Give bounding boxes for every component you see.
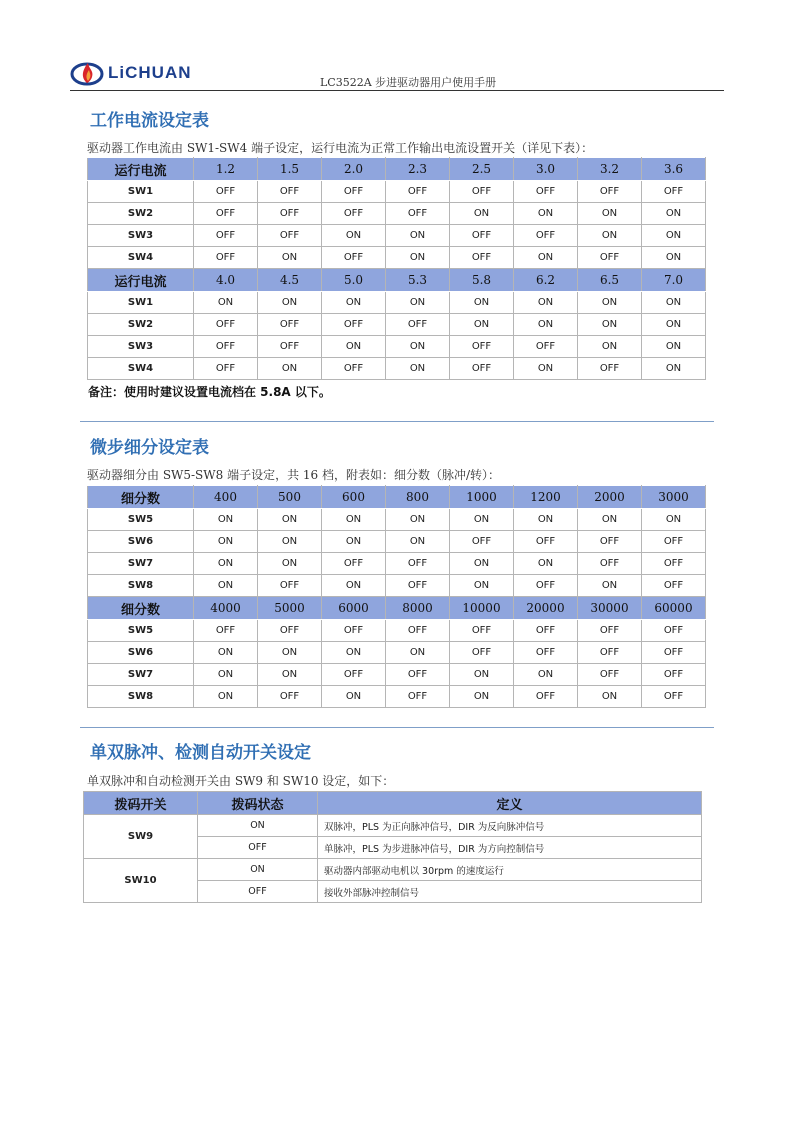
switch-state-cell: OFF — [386, 203, 450, 225]
switch-state-cell: ON — [258, 642, 322, 664]
switch-state-cell: OFF — [642, 181, 706, 203]
switch-state-cell: ON — [450, 292, 514, 314]
switch-name: SW2 — [88, 203, 194, 225]
switch-state-cell: ON — [386, 358, 450, 380]
column-value: 1.5 — [258, 158, 322, 181]
switch-state-cell: ON — [386, 336, 450, 358]
switch-state-cell: OFF — [386, 664, 450, 686]
column-value: 8000 — [386, 597, 450, 620]
row-label: 运行电流 — [88, 269, 194, 292]
table-row — [84, 815, 702, 837]
switch-state-cell: ON — [450, 314, 514, 336]
column-value: 60000 — [642, 597, 706, 620]
switch-name: SW4 — [88, 358, 194, 380]
header-definition: 定义 — [318, 792, 702, 815]
switch-definition: 单脉冲，PLS 为步进脉冲信号，DIR 为方向控制信号 — [318, 837, 702, 859]
switch-state-cell: ON — [258, 553, 322, 575]
switch-state: OFF — [198, 837, 318, 859]
switch-definition: 驱动器内部驱动电机以 30rpm 的速度运行 — [318, 859, 702, 881]
switch-name: SW6 — [88, 642, 194, 664]
switch-state-cell: OFF — [386, 314, 450, 336]
switch-state-cell: OFF — [450, 181, 514, 203]
switch-state-cell: OFF — [386, 575, 450, 597]
switch-state-cell: OFF — [322, 664, 386, 686]
switch-state-cell: ON — [642, 292, 706, 314]
column-value: 6.5 — [578, 269, 642, 292]
switch-state-cell: OFF — [258, 686, 322, 708]
switch-state-cell: ON — [642, 203, 706, 225]
switch-name: SW5 — [88, 620, 194, 642]
switch-state-cell: OFF — [194, 336, 258, 358]
column-value: 30000 — [578, 597, 642, 620]
switch-state-cell: OFF — [258, 181, 322, 203]
switch-state-cell: OFF — [642, 620, 706, 642]
switch-state-cell: ON — [194, 509, 258, 531]
current-section-title: 工作电流设定表 — [90, 111, 209, 131]
column-value: 1.2 — [194, 158, 258, 181]
switch-state-cell: OFF — [578, 358, 642, 380]
column-value: 4000 — [194, 597, 258, 620]
switch-state-cell: OFF — [322, 247, 386, 269]
microstep-setting-table — [87, 485, 706, 708]
switch-state-cell: ON — [322, 686, 386, 708]
switch-name: SW1 — [88, 292, 194, 314]
switch-state-cell: ON — [322, 642, 386, 664]
column-value: 3000 — [642, 486, 706, 509]
switch-state-cell: ON — [386, 531, 450, 553]
switch-state-cell: OFF — [578, 531, 642, 553]
switch-state-cell: ON — [578, 509, 642, 531]
switch-state-cell: ON — [514, 247, 578, 269]
switch-state-cell: ON — [386, 247, 450, 269]
switch-state-cell: OFF — [450, 531, 514, 553]
microstep-section-title: 微步细分设定表 — [90, 438, 209, 458]
switch-name: SW5 — [88, 509, 194, 531]
column-value: 2000 — [578, 486, 642, 509]
switch-state: OFF — [198, 881, 318, 903]
switch-state-cell: OFF — [194, 314, 258, 336]
table-row — [88, 620, 706, 642]
switch-state-cell: ON — [514, 553, 578, 575]
table-header-row — [88, 269, 706, 292]
switch-state-cell: OFF — [642, 531, 706, 553]
switch-state-cell: OFF — [450, 642, 514, 664]
switch-state-cell: OFF — [514, 531, 578, 553]
column-value: 1000 — [450, 486, 514, 509]
switch-state-cell: ON — [322, 336, 386, 358]
switch-name: SW8 — [88, 686, 194, 708]
table-header-row — [88, 158, 706, 181]
column-value: 5000 — [258, 597, 322, 620]
switch-state-cell: OFF — [514, 686, 578, 708]
switch-state-cell: ON — [578, 336, 642, 358]
switch-state-cell: ON — [514, 509, 578, 531]
switch-name: SW8 — [88, 575, 194, 597]
switch-state-cell: OFF — [322, 553, 386, 575]
row-label: 细分数 — [88, 597, 194, 620]
switch-state-cell: OFF — [258, 575, 322, 597]
switch-state-cell: ON — [450, 686, 514, 708]
column-value: 10000 — [450, 597, 514, 620]
column-value: 6.2 — [514, 269, 578, 292]
switch-state: ON — [198, 859, 318, 881]
pulse-section-intro: 单双脉冲和自动检测开关由 SW9 和 SW10 设定，如下： — [87, 774, 395, 788]
column-value: 500 — [258, 486, 322, 509]
table-row — [88, 509, 706, 531]
switch-name: SW4 — [88, 247, 194, 269]
header-dip-state: 拨码状态 — [198, 792, 318, 815]
switch-name: SW2 — [88, 314, 194, 336]
switch-state-cell: OFF — [194, 203, 258, 225]
switch-state-cell: OFF — [322, 620, 386, 642]
column-value: 2.5 — [450, 158, 514, 181]
switch-state-cell: OFF — [450, 336, 514, 358]
switch-state-cell: OFF — [386, 620, 450, 642]
header-dip-switch: 拨码开关 — [84, 792, 198, 815]
switch-state-cell: ON — [642, 336, 706, 358]
switch-state-cell: ON — [322, 225, 386, 247]
table-row — [88, 553, 706, 575]
switch-state-cell: ON — [450, 203, 514, 225]
switch-state-cell: ON — [514, 203, 578, 225]
switch-definition: 双脉冲，PLS 为正向脉冲信号，DIR 为反向脉冲信号 — [318, 815, 702, 837]
switch-name: SW3 — [88, 225, 194, 247]
switch-state-cell: ON — [578, 203, 642, 225]
switch-definition: 接收外部脉冲控制信号 — [318, 881, 702, 903]
switch-state-cell: OFF — [578, 247, 642, 269]
switch-state-cell: OFF — [322, 358, 386, 380]
lichuan-logo-icon — [70, 59, 106, 87]
switch-state-cell: OFF — [578, 642, 642, 664]
switch-name: SW1 — [88, 181, 194, 203]
switch-state-cell: OFF — [514, 225, 578, 247]
switch-state-cell: OFF — [642, 553, 706, 575]
column-value: 3.0 — [514, 158, 578, 181]
switch-name: SW3 — [88, 336, 194, 358]
switch-state-cell: ON — [386, 642, 450, 664]
table-header-row — [88, 486, 706, 509]
brand-logo — [70, 58, 192, 88]
table-row — [88, 686, 706, 708]
switch-state-cell: ON — [514, 664, 578, 686]
switch-state-cell: ON — [578, 686, 642, 708]
column-value: 7.0 — [642, 269, 706, 292]
table-row — [88, 358, 706, 380]
switch-state-cell: OFF — [642, 575, 706, 597]
table-row — [88, 225, 706, 247]
switch-state-cell: OFF — [450, 620, 514, 642]
switch-state-cell: ON — [194, 686, 258, 708]
switch-state-cell: OFF — [322, 314, 386, 336]
switch-state-cell: OFF — [450, 358, 514, 380]
switch-state-cell: ON — [514, 292, 578, 314]
table-row — [88, 203, 706, 225]
table-row — [88, 247, 706, 269]
switch-state-cell: OFF — [386, 181, 450, 203]
pulse-switch-table — [83, 791, 702, 903]
switch-state-cell: ON — [450, 553, 514, 575]
switch-state-cell: ON — [578, 292, 642, 314]
switch-state-cell: ON — [578, 225, 642, 247]
switch-state-cell: ON — [642, 314, 706, 336]
switch-state-cell: OFF — [194, 358, 258, 380]
switch-state-cell: ON — [642, 358, 706, 380]
brand-name: LiCHUAN — [108, 63, 192, 82]
switch-state-cell: OFF — [258, 203, 322, 225]
column-value: 1200 — [514, 486, 578, 509]
switch-state-cell: OFF — [450, 247, 514, 269]
switch-state-cell: ON — [258, 292, 322, 314]
table-row — [88, 531, 706, 553]
switch-state-cell: OFF — [578, 620, 642, 642]
switch-name: SW7 — [88, 664, 194, 686]
table-row — [88, 642, 706, 664]
current-note: 备注：使用时建议设置电流档在 5.8A 以下。 — [88, 385, 331, 399]
microstep-section-intro: 驱动器细分由 SW5-SW8 端子设定，共 16 档，附表如：细分数（脉冲/转）： — [87, 468, 501, 482]
switch-state-cell: ON — [578, 575, 642, 597]
section-divider — [80, 727, 714, 728]
switch-state-cell: OFF — [642, 686, 706, 708]
switch-state-cell: OFF — [578, 181, 642, 203]
table-row — [88, 336, 706, 358]
section-divider — [80, 421, 714, 422]
column-value: 5.3 — [386, 269, 450, 292]
switch-state-cell: ON — [194, 553, 258, 575]
table-row — [88, 314, 706, 336]
switch-state-cell: OFF — [514, 642, 578, 664]
switch-state-cell: ON — [386, 509, 450, 531]
table-row — [88, 181, 706, 203]
switch-state-cell: ON — [450, 509, 514, 531]
table-row — [88, 575, 706, 597]
switch-state-cell: ON — [642, 225, 706, 247]
switch-state-cell: ON — [322, 509, 386, 531]
switch-state-cell: OFF — [642, 642, 706, 664]
switch-state-cell: ON — [194, 642, 258, 664]
switch-state-cell: OFF — [194, 247, 258, 269]
switch-state-cell: ON — [258, 509, 322, 531]
switch-state-cell: OFF — [514, 620, 578, 642]
pulse-section-title: 单双脉冲、检测自动开关设定 — [90, 743, 311, 763]
switch-state-cell: OFF — [450, 225, 514, 247]
row-label: 运行电流 — [88, 158, 194, 181]
column-value: 4.5 — [258, 269, 322, 292]
column-value: 5.0 — [322, 269, 386, 292]
column-value: 2.3 — [386, 158, 450, 181]
table-row — [84, 859, 702, 881]
row-label: 细分数 — [88, 486, 194, 509]
switch-state-cell: OFF — [514, 575, 578, 597]
switch-state-cell: ON — [386, 292, 450, 314]
switch-state-cell: OFF — [194, 181, 258, 203]
switch-state-cell: OFF — [194, 620, 258, 642]
table-header-row — [88, 597, 706, 620]
column-value: 20000 — [514, 597, 578, 620]
switch-state-cell: OFF — [386, 553, 450, 575]
column-value: 2.0 — [322, 158, 386, 181]
switch-state-cell: ON — [258, 664, 322, 686]
switch-state-cell: OFF — [386, 686, 450, 708]
switch-state-cell: OFF — [642, 664, 706, 686]
switch-name: SW6 — [88, 531, 194, 553]
switch-state-cell: ON — [322, 531, 386, 553]
page-header — [70, 56, 724, 91]
switch-state-cell: OFF — [258, 336, 322, 358]
switch-state-cell: ON — [194, 664, 258, 686]
switch-state-cell: OFF — [322, 181, 386, 203]
switch-state-cell: ON — [386, 225, 450, 247]
switch-state: ON — [198, 815, 318, 837]
switch-state-cell: ON — [642, 247, 706, 269]
switch-state-cell: ON — [578, 314, 642, 336]
column-value: 3.2 — [578, 158, 642, 181]
column-value: 400 — [194, 486, 258, 509]
switch-state-cell: OFF — [578, 553, 642, 575]
switch-state-cell: OFF — [258, 225, 322, 247]
table-row — [88, 292, 706, 314]
switch-state-cell: ON — [642, 509, 706, 531]
switch-state-cell: ON — [450, 664, 514, 686]
switch-state-cell: ON — [450, 575, 514, 597]
switch-state-cell: ON — [194, 531, 258, 553]
switch-state-cell: ON — [258, 247, 322, 269]
column-value: 600 — [322, 486, 386, 509]
switch-name: SW10 — [84, 859, 198, 903]
switch-state-cell: ON — [322, 575, 386, 597]
current-setting-table — [87, 157, 706, 380]
column-value: 5.8 — [450, 269, 514, 292]
switch-state-cell: OFF — [258, 620, 322, 642]
switch-state-cell: OFF — [322, 203, 386, 225]
document-title: LC3522A 步进驱动器用户使用手册 — [320, 76, 497, 89]
switch-state-cell: ON — [258, 358, 322, 380]
current-section-intro: 驱动器工作电流由 SW1-SW4 端子设定，运行电流为正常工作输出电流设置开关（详见下表）： — [87, 141, 594, 155]
switch-state-cell: ON — [514, 358, 578, 380]
switch-state-cell: OFF — [258, 314, 322, 336]
switch-state-cell: OFF — [514, 336, 578, 358]
switch-state-cell: ON — [322, 292, 386, 314]
column-value: 6000 — [322, 597, 386, 620]
table-row — [88, 664, 706, 686]
column-value: 4.0 — [194, 269, 258, 292]
switch-state-cell: ON — [194, 292, 258, 314]
switch-state-cell: ON — [258, 531, 322, 553]
column-value: 800 — [386, 486, 450, 509]
switch-name: SW9 — [84, 815, 198, 859]
switch-name: SW7 — [88, 553, 194, 575]
switch-state-cell: ON — [514, 314, 578, 336]
column-value: 3.6 — [642, 158, 706, 181]
switch-state-cell: OFF — [514, 181, 578, 203]
switch-state-cell: OFF — [578, 664, 642, 686]
switch-state-cell: OFF — [194, 225, 258, 247]
switch-state-cell: ON — [194, 575, 258, 597]
